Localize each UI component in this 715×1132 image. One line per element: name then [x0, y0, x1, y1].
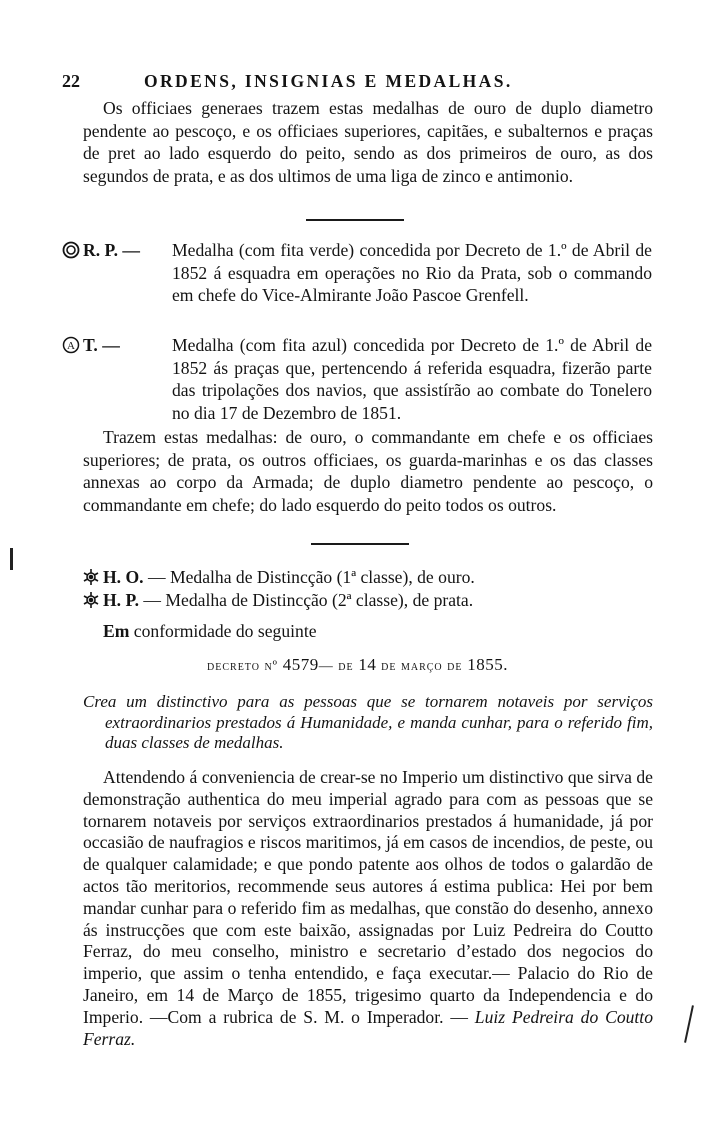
page-header [62, 71, 652, 93]
star-medal-icon [82, 568, 100, 586]
conformity-bold: Em [103, 621, 130, 641]
wearing-paragraph: Trazem estas medalhas: de ouro, o commandante em chefe e os officiaes superiores; de prata, os outros officiaes, os guarda-marinhas e os das classes annexas ao corpo da Armada; de duplo diametro pendente ao pescoço, o commandante em chefe; do lado esquerdo do peito todos os outros. [83, 427, 653, 515]
scan-margin-mark [684, 1005, 693, 1042]
medal-abbrev: R. P. — [83, 240, 141, 260]
medal-abbrev: H. O. [103, 567, 144, 587]
decree-signature: Luiz Pedreira do Coutto Ferraz. [83, 1006, 653, 1049]
conformity-rest: conformidade do seguinte [129, 621, 317, 641]
medal-description: — Medalha de Distincção (1ª classe), de ouro. [147, 567, 475, 587]
circle-ring-icon [62, 241, 80, 259]
decree-year: 1855. [467, 655, 508, 674]
decree-summary: Crea um distinctivo para as pessoas que se tornarem notaveis por serviços extraordinarios prestados á Humanidade, e manda cunhar, para o referido fim, duas classes de medalhas. [83, 692, 653, 752]
medal-description: Medalha (com fita verde) concedida por Decreto de 1.º de Abril de 1852 á esquadra em operações no Rio da Prata, sob o commando em chefe do Vice-Almirante João Pascoe Grenfell. [172, 240, 652, 305]
intro-paragraph: Os officiaes generaes trazem estas medalhas de ouro de duplo diametro pendente ao pescoço, e os officiaes superiores, capitães, e subalternos e praças de pret ao lado esquerdo do peito, sendo as dos primeiros de ouro, as dos segundos de prata, e as dos ultimos de uma liga de zinco e antimonio. [83, 98, 653, 186]
decree-day: 14 [358, 655, 377, 674]
decree-month: de março de [381, 659, 463, 674]
medal-description: — Medalha de Distincção (2ª classe), de prata. [143, 590, 474, 610]
svg-text:A: A [67, 340, 75, 352]
decree-sep: — de [318, 659, 354, 674]
star-medal-icon [82, 591, 100, 609]
decree-body-text: Attendendo á conveniencia de crear-se no Imperio um distinctivo que sirva de demonstração authentica do meu imperial agrado para com as pessoas que se tornarem notaveis por serviços extraordinarios prestados á humanidade, já por occasião de naufragios e riscos maritimos, já em casos de incendios, de peste, ou de qualquer calamidade; e que pondo patente aos olhos de todos o galardão de actos tão meritorios, recommende seus autores á estima publica: Hei por bem mandar cunhar para o referido fim as medalhas, que constão do desenho, annexo ás instrucções que com este baixão, assignadas por Luiz Pedreira do Coutto Ferraz, do meu conselho, ministro e secretario d’estado dos negocios do imperio, que assim o tenha entendido, e faça executar.— Palacio do Rio de Janeiro, em 14 de Março de 1855, trigesimo quarto da Independencia e do Imperio. —Com a rubrica de S. M. o Imperador. — [83, 767, 653, 1027]
medal-description: Medalha (com fita azul) concedida por Decreto de 1.º de Abril de 1852 ás praças que, pertencendo á referida esquadra, fizerão parte das tripolações dos navios, que assistírão ao combate do Tonelero no dia 17 de Dezembro de 1851. [172, 335, 652, 423]
circled-a-icon [62, 336, 80, 354]
scan-margin-mark [10, 548, 13, 570]
decree-number: 4579 [282, 655, 319, 674]
medal-abbrev: H. P. [103, 590, 140, 610]
section-divider [306, 219, 404, 221]
medal-entry-t [62, 334, 652, 424]
medal-entry-rp [62, 239, 652, 307]
distinction-medal-2 [82, 589, 473, 612]
decree-prefix: decreto nº [207, 659, 279, 674]
running-title: ORDENS, INSIGNIAS E MEDALHAS. [144, 71, 513, 91]
page-number: 22 [62, 71, 80, 91]
conformity-line [103, 620, 317, 643]
medal-label [62, 239, 140, 262]
decree-heading [0, 655, 715, 675]
distinction-medal-1 [82, 566, 475, 589]
decree-body [83, 767, 653, 1050]
medal-abbrev: T. — [83, 335, 120, 355]
section-divider [311, 543, 409, 545]
medal-label [62, 334, 120, 357]
